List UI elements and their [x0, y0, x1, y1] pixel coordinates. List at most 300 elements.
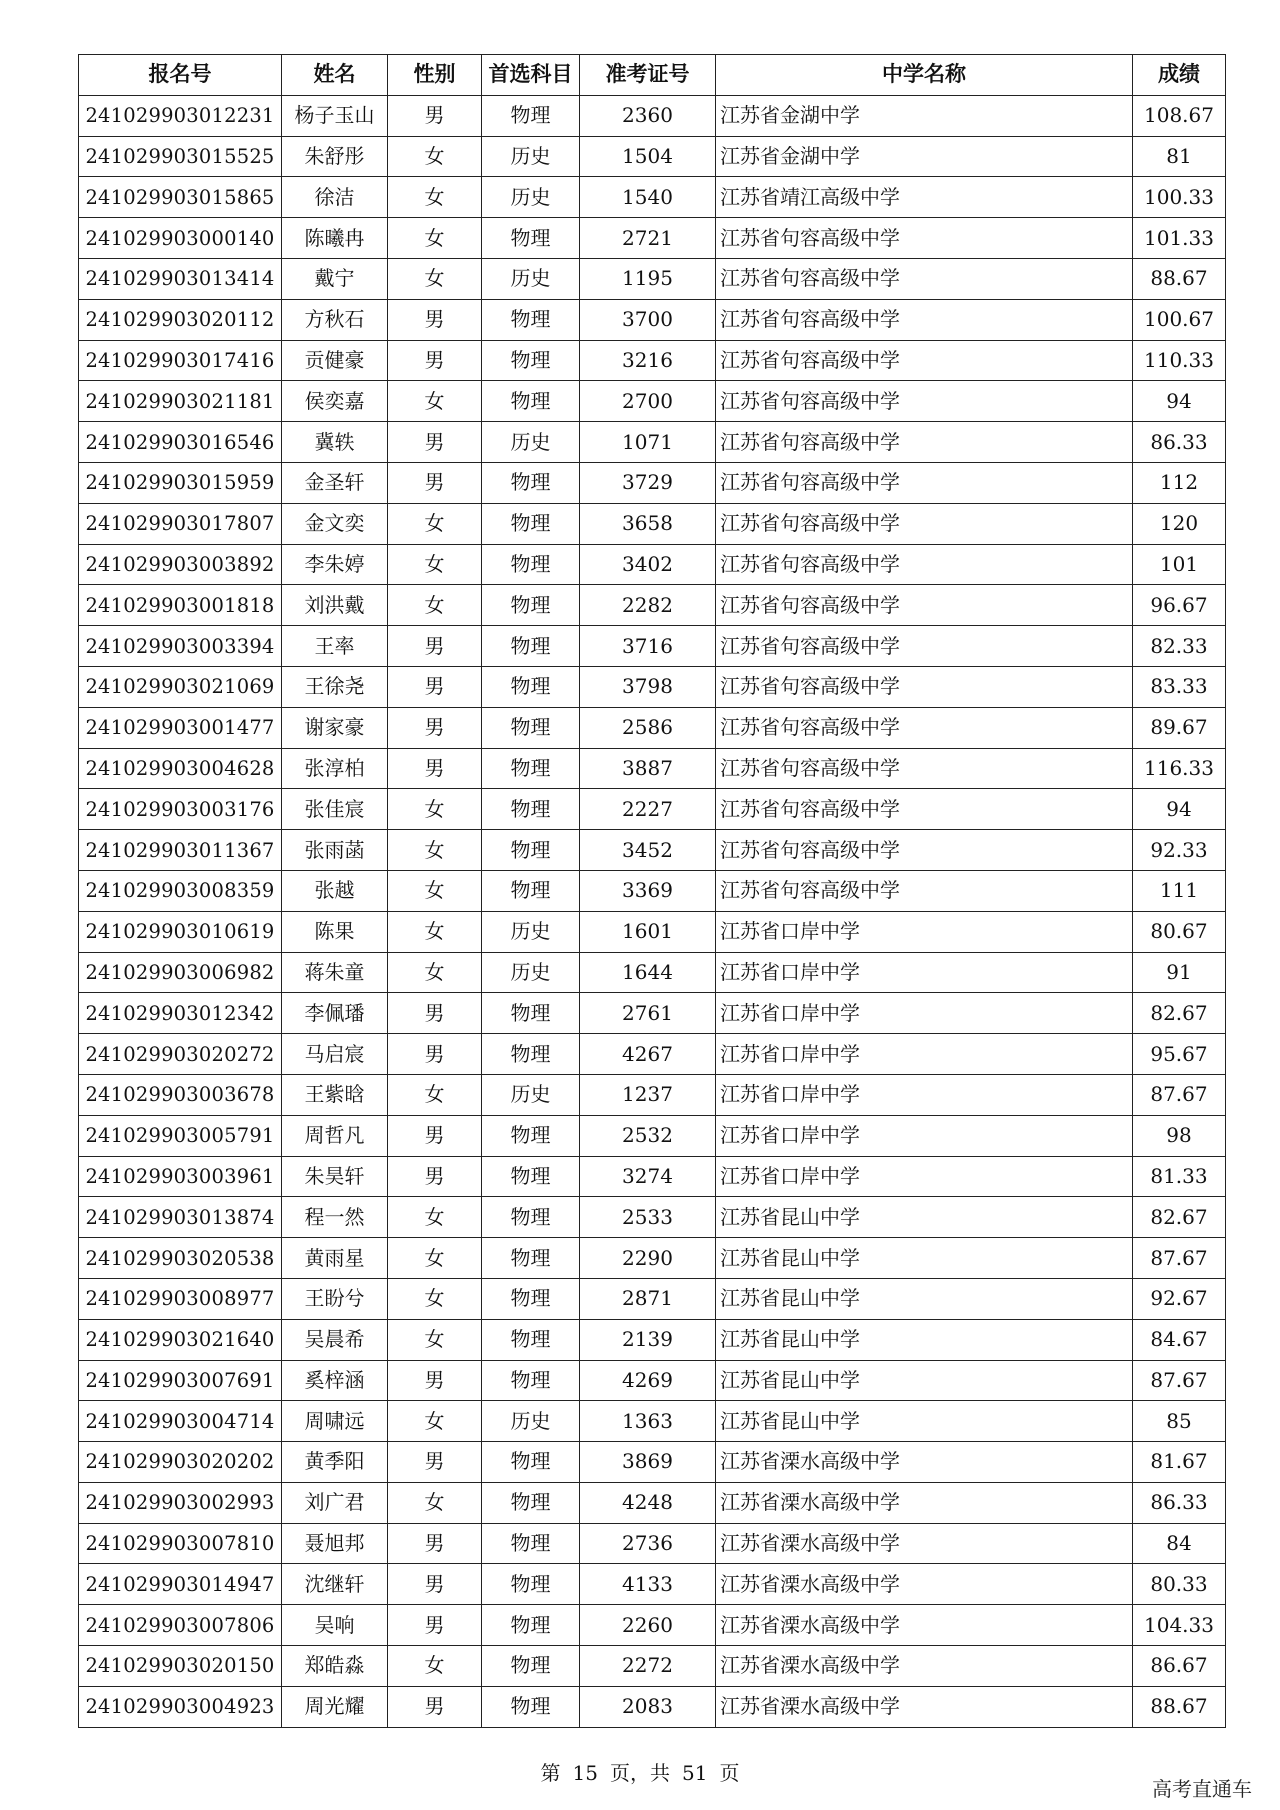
cell-name: 王紫晗 — [282, 1074, 388, 1115]
cell-score: 104.33 — [1133, 1605, 1226, 1646]
cell-exam-number: 1363 — [580, 1401, 716, 1442]
cell-gender: 女 — [388, 1278, 482, 1319]
cell-subject: 物理 — [482, 503, 580, 544]
cell-school-name: 江苏省溧水高级中学 — [716, 1482, 1133, 1523]
cell-name: 黄季阳 — [282, 1442, 388, 1483]
cell-school-name: 江苏省溧水高级中学 — [716, 1442, 1133, 1483]
cell-score: 84.67 — [1133, 1319, 1226, 1360]
cell-registration-number: 241029903004628 — [79, 748, 282, 789]
cell-score: 80.67 — [1133, 911, 1226, 952]
cell-gender: 男 — [388, 1115, 482, 1156]
header-gender: 性别 — [388, 55, 482, 96]
cell-score: 120 — [1133, 503, 1226, 544]
cell-score: 86.33 — [1133, 422, 1226, 463]
cell-exam-number: 1601 — [580, 911, 716, 952]
cell-gender: 女 — [388, 870, 482, 911]
cell-subject: 物理 — [482, 1319, 580, 1360]
cell-exam-number: 2721 — [580, 218, 716, 259]
cell-subject: 物理 — [482, 1482, 580, 1523]
cell-registration-number: 241029903013874 — [79, 1197, 282, 1238]
table-row — [79, 1034, 1226, 1075]
cell-score: 101.33 — [1133, 218, 1226, 259]
cell-exam-number: 3402 — [580, 544, 716, 585]
table-row — [79, 218, 1226, 259]
cell-school-name: 江苏省句容高级中学 — [716, 585, 1133, 626]
cell-name: 王徐尧 — [282, 666, 388, 707]
cell-name: 吴晨希 — [282, 1319, 388, 1360]
cell-registration-number: 241029903000140 — [79, 218, 282, 259]
cell-name: 朱舒彤 — [282, 136, 388, 177]
header-school-name: 中学名称 — [716, 55, 1133, 96]
cell-registration-number: 241029903017416 — [79, 340, 282, 381]
cell-subject: 物理 — [482, 748, 580, 789]
cell-registration-number: 241029903013414 — [79, 258, 282, 299]
cell-registration-number: 241029903002993 — [79, 1482, 282, 1523]
cell-name: 聂旭邦 — [282, 1523, 388, 1564]
cell-exam-number: 3274 — [580, 1156, 716, 1197]
cell-score: 87.67 — [1133, 1360, 1226, 1401]
cell-name: 沈继轩 — [282, 1564, 388, 1605]
cell-exam-number: 2586 — [580, 707, 716, 748]
table-row — [79, 1686, 1226, 1727]
cell-gender: 女 — [388, 544, 482, 585]
cell-exam-number: 1540 — [580, 177, 716, 218]
cell-name: 侯奕嘉 — [282, 381, 388, 422]
cell-exam-number: 3716 — [580, 626, 716, 667]
watermark-text: 高考直通车 — [1152, 1777, 1252, 1801]
table-row — [79, 626, 1226, 667]
cell-gender: 女 — [388, 1197, 482, 1238]
cell-exam-number: 4269 — [580, 1360, 716, 1401]
cell-school-name: 江苏省口岸中学 — [716, 952, 1133, 993]
cell-school-name: 江苏省口岸中学 — [716, 1156, 1133, 1197]
table-row — [79, 1115, 1226, 1156]
cell-subject: 物理 — [482, 1034, 580, 1075]
cell-score: 82.67 — [1133, 1197, 1226, 1238]
cell-exam-number: 4133 — [580, 1564, 716, 1605]
cell-subject: 物理 — [482, 299, 580, 340]
cell-name: 郑皓淼 — [282, 1646, 388, 1687]
cell-name: 马启宸 — [282, 1034, 388, 1075]
cell-subject: 物理 — [482, 95, 580, 136]
cell-registration-number: 241029903020150 — [79, 1646, 282, 1687]
page-suffix: 页 — [719, 1761, 740, 1785]
cell-gender: 男 — [388, 1523, 482, 1564]
cell-name: 金文奕 — [282, 503, 388, 544]
cell-school-name: 江苏省昆山中学 — [716, 1238, 1133, 1279]
cell-exam-number: 2533 — [580, 1197, 716, 1238]
cell-name: 方秋石 — [282, 299, 388, 340]
cell-name: 张越 — [282, 870, 388, 911]
table-row — [79, 340, 1226, 381]
cell-score: 81 — [1133, 136, 1226, 177]
cell-school-name: 江苏省句容高级中学 — [716, 340, 1133, 381]
cell-score: 96.67 — [1133, 585, 1226, 626]
table-row — [79, 830, 1226, 871]
cell-school-name: 江苏省口岸中学 — [716, 1074, 1133, 1115]
cell-name: 李佩璠 — [282, 993, 388, 1034]
cell-score: 91 — [1133, 952, 1226, 993]
cell-gender: 男 — [388, 1360, 482, 1401]
cell-registration-number: 241029903001818 — [79, 585, 282, 626]
cell-gender: 女 — [388, 1074, 482, 1115]
cell-score: 86.33 — [1133, 1482, 1226, 1523]
table-row — [79, 1401, 1226, 1442]
cell-school-name: 江苏省昆山中学 — [716, 1360, 1133, 1401]
cell-school-name: 江苏省句容高级中学 — [716, 503, 1133, 544]
cell-name: 杨子玉山 — [282, 95, 388, 136]
cell-score: 89.67 — [1133, 707, 1226, 748]
table-row — [79, 1156, 1226, 1197]
cell-subject: 历史 — [482, 258, 580, 299]
page-number: 15 — [572, 1761, 598, 1785]
table-row — [79, 1360, 1226, 1401]
cell-exam-number: 1237 — [580, 1074, 716, 1115]
cell-gender: 女 — [388, 789, 482, 830]
cell-subject: 物理 — [482, 1605, 580, 1646]
cell-registration-number: 241029903021181 — [79, 381, 282, 422]
cell-registration-number: 241029903015865 — [79, 177, 282, 218]
cell-score: 87.67 — [1133, 1238, 1226, 1279]
cell-subject: 物理 — [482, 993, 580, 1034]
cell-name: 奚梓涵 — [282, 1360, 388, 1401]
cell-registration-number: 241029903004714 — [79, 1401, 282, 1442]
cell-exam-number: 2700 — [580, 381, 716, 422]
cell-registration-number: 241029903007810 — [79, 1523, 282, 1564]
table-row — [79, 299, 1226, 340]
cell-registration-number: 241029903005791 — [79, 1115, 282, 1156]
cell-gender: 男 — [388, 626, 482, 667]
cell-gender: 女 — [388, 1401, 482, 1442]
cell-subject: 历史 — [482, 422, 580, 463]
cell-school-name: 江苏省句容高级中学 — [716, 830, 1133, 871]
cell-school-name: 江苏省靖江高级中学 — [716, 177, 1133, 218]
table-row — [79, 462, 1226, 503]
cell-score: 100.33 — [1133, 177, 1226, 218]
table-row — [79, 1278, 1226, 1319]
cell-school-name: 江苏省金湖中学 — [716, 95, 1133, 136]
cell-score: 87.67 — [1133, 1074, 1226, 1115]
cell-exam-number: 2260 — [580, 1605, 716, 1646]
cell-gender: 女 — [388, 585, 482, 626]
cell-exam-number: 1644 — [580, 952, 716, 993]
cell-gender: 男 — [388, 95, 482, 136]
table-row — [79, 1319, 1226, 1360]
cell-school-name: 江苏省溧水高级中学 — [716, 1646, 1133, 1687]
page-prefix: 第 — [540, 1761, 561, 1785]
cell-exam-number: 2139 — [580, 1319, 716, 1360]
table-row — [79, 1564, 1226, 1605]
cell-registration-number: 241029903008977 — [79, 1278, 282, 1319]
cell-school-name: 江苏省句容高级中学 — [716, 218, 1133, 259]
cell-registration-number: 241029903020538 — [79, 1238, 282, 1279]
cell-subject: 物理 — [482, 1360, 580, 1401]
table-row — [79, 1197, 1226, 1238]
cell-score: 84 — [1133, 1523, 1226, 1564]
cell-score: 92.67 — [1133, 1278, 1226, 1319]
cell-school-name: 江苏省昆山中学 — [716, 1278, 1133, 1319]
cell-name: 张雨菡 — [282, 830, 388, 871]
cell-registration-number: 241029903007806 — [79, 1605, 282, 1646]
table-row — [79, 258, 1226, 299]
cell-school-name: 江苏省口岸中学 — [716, 911, 1133, 952]
cell-gender: 女 — [388, 503, 482, 544]
page-mid: 页，共 — [610, 1761, 670, 1785]
cell-score: 92.33 — [1133, 830, 1226, 871]
cell-subject: 物理 — [482, 462, 580, 503]
cell-registration-number: 241029903003176 — [79, 789, 282, 830]
cell-subject: 物理 — [482, 1156, 580, 1197]
cell-gender: 女 — [388, 381, 482, 422]
cell-registration-number: 241029903011367 — [79, 830, 282, 871]
cell-name: 陈果 — [282, 911, 388, 952]
cell-school-name: 江苏省溧水高级中学 — [716, 1686, 1133, 1727]
cell-name: 刘洪戴 — [282, 585, 388, 626]
cell-registration-number: 241029903015525 — [79, 136, 282, 177]
cell-registration-number: 241029903012231 — [79, 95, 282, 136]
cell-gender: 女 — [388, 952, 482, 993]
table-row — [79, 177, 1226, 218]
cell-school-name: 江苏省口岸中学 — [716, 993, 1133, 1034]
cell-gender: 男 — [388, 422, 482, 463]
cell-subject: 历史 — [482, 1074, 580, 1115]
table-row — [79, 1074, 1226, 1115]
cell-name: 徐洁 — [282, 177, 388, 218]
cell-subject: 物理 — [482, 1278, 580, 1319]
cell-exam-number: 3452 — [580, 830, 716, 871]
cell-score: 82.67 — [1133, 993, 1226, 1034]
table-row — [79, 503, 1226, 544]
cell-name: 蒋朱童 — [282, 952, 388, 993]
cell-registration-number: 241029903006982 — [79, 952, 282, 993]
cell-score: 86.67 — [1133, 1646, 1226, 1687]
cell-school-name: 江苏省句容高级中学 — [716, 626, 1133, 667]
cell-exam-number: 3887 — [580, 748, 716, 789]
cell-name: 周光耀 — [282, 1686, 388, 1727]
table-row — [79, 952, 1226, 993]
cell-registration-number: 241029903021069 — [79, 666, 282, 707]
header-preferred-subject: 首选科目 — [482, 55, 580, 96]
cell-exam-number: 3658 — [580, 503, 716, 544]
cell-registration-number: 241029903020202 — [79, 1442, 282, 1483]
cell-score: 82.33 — [1133, 626, 1226, 667]
cell-name: 张佳宸 — [282, 789, 388, 830]
cell-score: 94 — [1133, 381, 1226, 422]
cell-name: 周啸远 — [282, 1401, 388, 1442]
cell-name: 王率 — [282, 626, 388, 667]
table-row — [79, 993, 1226, 1034]
cell-subject: 物理 — [482, 1564, 580, 1605]
cell-exam-number: 2272 — [580, 1646, 716, 1687]
cell-gender: 女 — [388, 218, 482, 259]
table-row — [79, 789, 1226, 830]
cell-registration-number: 241029903014947 — [79, 1564, 282, 1605]
cell-name: 李朱婷 — [282, 544, 388, 585]
cell-exam-number: 1071 — [580, 422, 716, 463]
cell-name: 黄雨星 — [282, 1238, 388, 1279]
cell-school-name: 江苏省溧水高级中学 — [716, 1564, 1133, 1605]
cell-registration-number: 241029903015959 — [79, 462, 282, 503]
cell-name: 戴宁 — [282, 258, 388, 299]
cell-registration-number: 241029903017807 — [79, 503, 282, 544]
cell-school-name: 江苏省口岸中学 — [716, 1115, 1133, 1156]
cell-exam-number: 2532 — [580, 1115, 716, 1156]
cell-gender: 女 — [388, 136, 482, 177]
cell-school-name: 江苏省句容高级中学 — [716, 462, 1133, 503]
cell-gender: 男 — [388, 462, 482, 503]
cell-exam-number: 2083 — [580, 1686, 716, 1727]
cell-registration-number: 241029903001477 — [79, 707, 282, 748]
cell-registration-number: 241029903010619 — [79, 911, 282, 952]
cell-name: 冀轶 — [282, 422, 388, 463]
cell-subject: 物理 — [482, 1115, 580, 1156]
cell-exam-number: 3369 — [580, 870, 716, 911]
cell-score: 111 — [1133, 870, 1226, 911]
cell-gender: 女 — [388, 177, 482, 218]
page-footer — [0, 1757, 1280, 1786]
cell-exam-number: 2360 — [580, 95, 716, 136]
cell-school-name: 江苏省句容高级中学 — [716, 748, 1133, 789]
cell-subject: 物理 — [482, 1646, 580, 1687]
cell-exam-number: 2290 — [580, 1238, 716, 1279]
cell-gender: 男 — [388, 340, 482, 381]
table-body — [79, 95, 1226, 1727]
cell-school-name: 江苏省金湖中学 — [716, 136, 1133, 177]
cell-subject: 物理 — [482, 870, 580, 911]
table-row — [79, 544, 1226, 585]
cell-score: 81.33 — [1133, 1156, 1226, 1197]
cell-exam-number: 3216 — [580, 340, 716, 381]
cell-subject: 历史 — [482, 1401, 580, 1442]
cell-gender: 男 — [388, 299, 482, 340]
cell-gender: 女 — [388, 1646, 482, 1687]
cell-gender: 男 — [388, 666, 482, 707]
cell-school-name: 江苏省句容高级中学 — [716, 666, 1133, 707]
cell-registration-number: 241029903021640 — [79, 1319, 282, 1360]
cell-registration-number: 241029903020272 — [79, 1034, 282, 1075]
header-name: 姓名 — [282, 55, 388, 96]
cell-school-name: 江苏省溧水高级中学 — [716, 1523, 1133, 1564]
cell-score: 95.67 — [1133, 1034, 1226, 1075]
cell-exam-number: 1504 — [580, 136, 716, 177]
cell-gender: 男 — [388, 1564, 482, 1605]
cell-exam-number: 3729 — [580, 462, 716, 503]
cell-gender: 男 — [388, 707, 482, 748]
cell-registration-number: 241029903003678 — [79, 1074, 282, 1115]
cell-subject: 物理 — [482, 707, 580, 748]
cell-subject: 物理 — [482, 585, 580, 626]
cell-score: 88.67 — [1133, 1686, 1226, 1727]
cell-exam-number: 2736 — [580, 1523, 716, 1564]
cell-score: 100.67 — [1133, 299, 1226, 340]
cell-gender: 女 — [388, 258, 482, 299]
table-row — [79, 1646, 1226, 1687]
table-row — [79, 666, 1226, 707]
table-row — [79, 1605, 1226, 1646]
cell-gender: 男 — [388, 1686, 482, 1727]
cell-exam-number: 3700 — [580, 299, 716, 340]
cell-subject: 物理 — [482, 1442, 580, 1483]
cell-gender: 男 — [388, 1156, 482, 1197]
cell-score: 108.67 — [1133, 95, 1226, 136]
cell-school-name: 江苏省句容高级中学 — [716, 299, 1133, 340]
cell-subject: 物理 — [482, 1238, 580, 1279]
cell-school-name: 江苏省溧水高级中学 — [716, 1605, 1133, 1646]
cell-school-name: 江苏省句容高级中学 — [716, 789, 1133, 830]
cell-exam-number: 4267 — [580, 1034, 716, 1075]
table-row — [79, 1442, 1226, 1483]
cell-registration-number: 241029903020112 — [79, 299, 282, 340]
cell-school-name: 江苏省昆山中学 — [716, 1319, 1133, 1360]
table-row — [79, 911, 1226, 952]
cell-school-name: 江苏省口岸中学 — [716, 1034, 1133, 1075]
cell-subject: 历史 — [482, 177, 580, 218]
cell-gender: 女 — [388, 1319, 482, 1360]
cell-exam-number: 2282 — [580, 585, 716, 626]
table-row — [79, 381, 1226, 422]
score-table — [78, 54, 1226, 1728]
cell-gender: 女 — [388, 830, 482, 871]
cell-school-name: 江苏省昆山中学 — [716, 1401, 1133, 1442]
cell-name: 张淳柏 — [282, 748, 388, 789]
cell-score: 85 — [1133, 1401, 1226, 1442]
cell-name: 刘广君 — [282, 1482, 388, 1523]
cell-exam-number: 3869 — [580, 1442, 716, 1483]
cell-subject: 物理 — [482, 381, 580, 422]
cell-subject: 物理 — [482, 544, 580, 585]
table-row — [79, 748, 1226, 789]
cell-score: 94 — [1133, 789, 1226, 830]
cell-score: 116.33 — [1133, 748, 1226, 789]
table-row — [79, 870, 1226, 911]
cell-exam-number: 2761 — [580, 993, 716, 1034]
cell-name: 程一然 — [282, 1197, 388, 1238]
cell-exam-number: 2227 — [580, 789, 716, 830]
cell-gender: 男 — [388, 993, 482, 1034]
cell-exam-number: 4248 — [580, 1482, 716, 1523]
cell-gender: 男 — [388, 1442, 482, 1483]
cell-score: 98 — [1133, 1115, 1226, 1156]
cell-score: 112 — [1133, 462, 1226, 503]
table-row — [79, 422, 1226, 463]
cell-score: 83.33 — [1133, 666, 1226, 707]
cell-score: 80.33 — [1133, 1564, 1226, 1605]
cell-exam-number: 1195 — [580, 258, 716, 299]
cell-registration-number: 241029903003892 — [79, 544, 282, 585]
cell-subject: 物理 — [482, 666, 580, 707]
cell-gender: 男 — [388, 1605, 482, 1646]
cell-name: 陈曦冉 — [282, 218, 388, 259]
cell-subject: 历史 — [482, 952, 580, 993]
cell-school-name: 江苏省句容高级中学 — [716, 544, 1133, 585]
cell-subject: 物理 — [482, 218, 580, 259]
cell-score: 101 — [1133, 544, 1226, 585]
cell-name: 谢家豪 — [282, 707, 388, 748]
cell-gender: 女 — [388, 1238, 482, 1279]
table-row — [79, 1523, 1226, 1564]
cell-name: 金圣轩 — [282, 462, 388, 503]
cell-subject: 物理 — [482, 830, 580, 871]
cell-registration-number: 241029903008359 — [79, 870, 282, 911]
cell-exam-number: 3798 — [580, 666, 716, 707]
cell-subject: 物理 — [482, 340, 580, 381]
cell-school-name: 江苏省昆山中学 — [716, 1197, 1133, 1238]
cell-gender: 女 — [388, 911, 482, 952]
cell-score: 88.67 — [1133, 258, 1226, 299]
cell-registration-number: 241029903003961 — [79, 1156, 282, 1197]
cell-name: 吴响 — [282, 1605, 388, 1646]
table-row — [79, 1482, 1226, 1523]
